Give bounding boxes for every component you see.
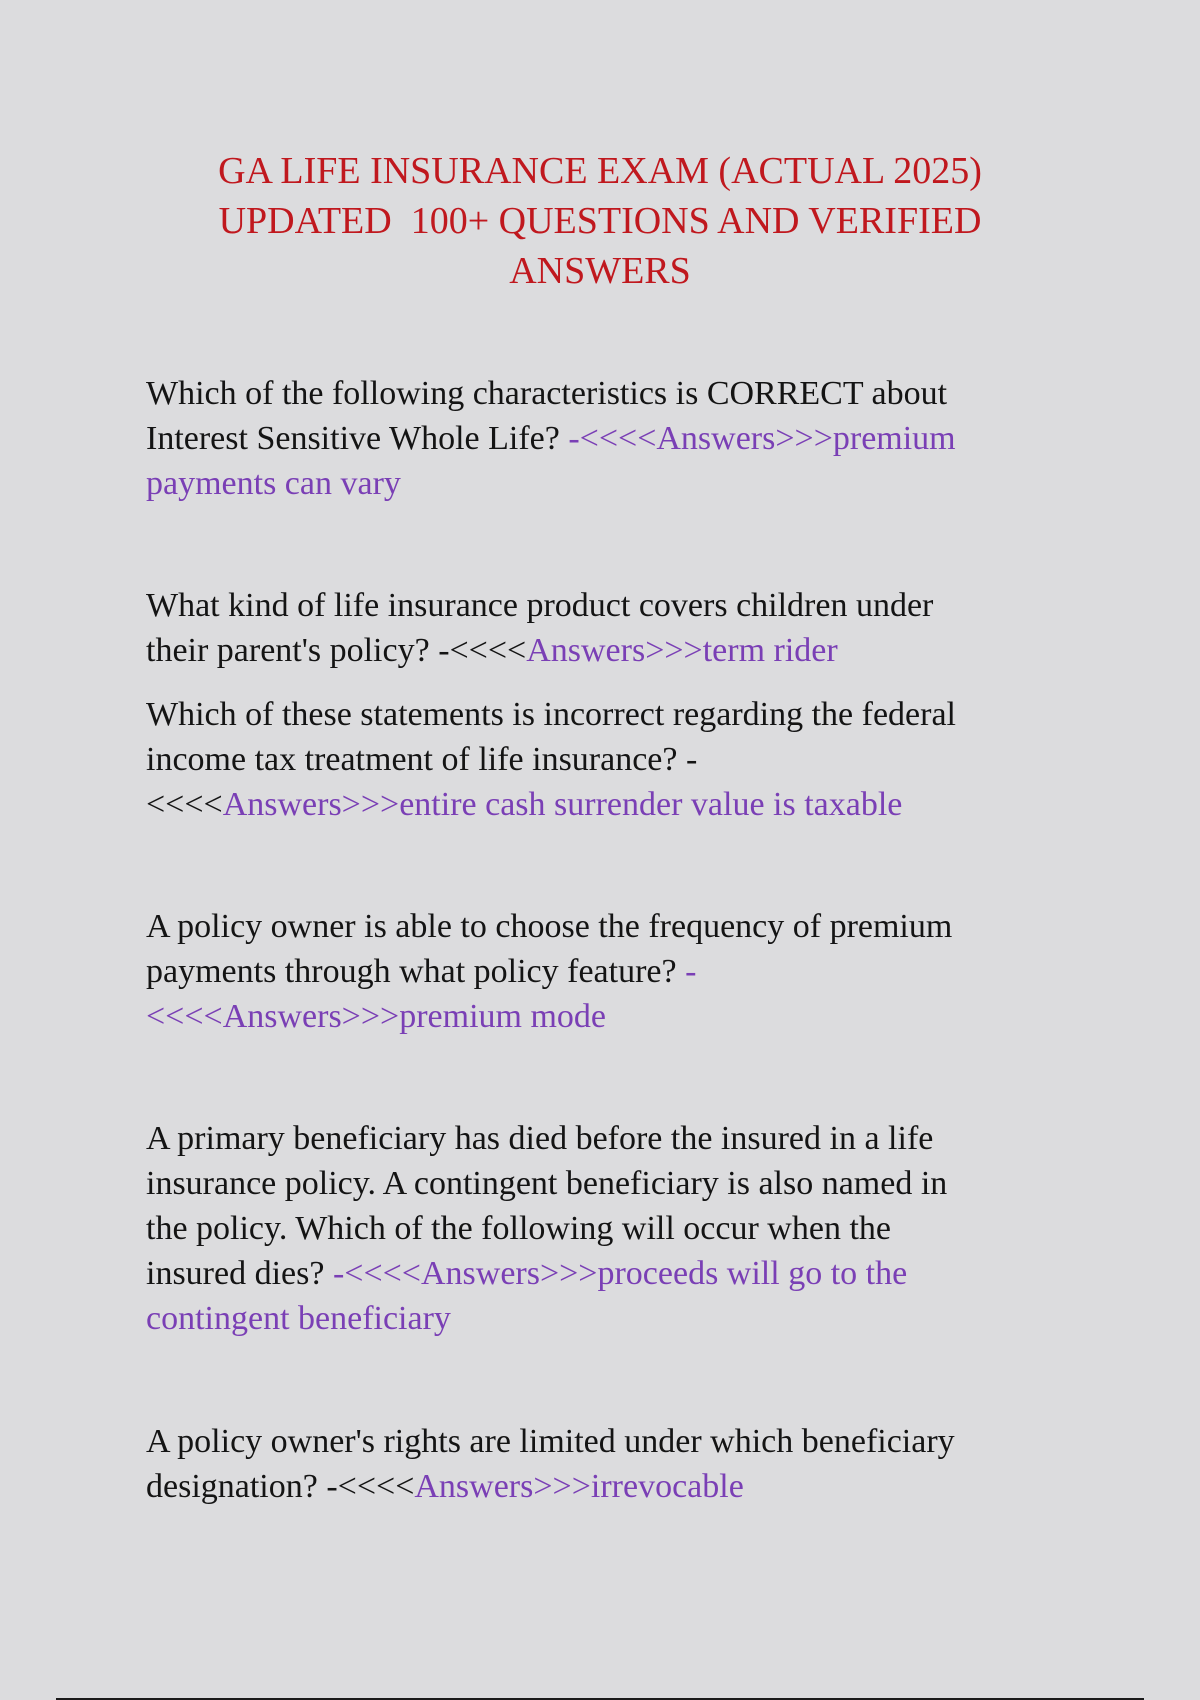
qa-item-6 <box>146 1419 1046 1509</box>
answer-text: <<<<Answers>>>premium mode <box>146 998 606 1035</box>
qa-item-2 <box>146 583 1046 673</box>
question-text: insurance policy. A contingent beneficiary is also named in <box>146 1165 948 1202</box>
question-text: A policy owner's rights are limited under which beneficiary <box>146 1423 955 1460</box>
answer-text: Answers>>>entire cash surrender value is taxable <box>222 786 903 823</box>
question-text: designation? -<<<< <box>146 1468 415 1505</box>
answer-text: Answers>>>irrevocable <box>414 1468 744 1505</box>
question-text: the policy. Which of the following will occur when the <box>146 1210 891 1247</box>
question-text: insured dies? <box>146 1255 333 1292</box>
qa-line <box>146 416 1046 461</box>
qa-line <box>146 1251 1046 1296</box>
qa-line <box>146 1419 1046 1464</box>
answer-text: - <box>685 953 697 990</box>
answer-text: -<<<<Answers>>>premium <box>568 420 956 457</box>
question-text: Which of these statements is incorrect regarding the federal <box>146 696 956 733</box>
answer-text: -<<<<Answers>>>proceeds will go to the <box>332 1255 908 1292</box>
qa-line <box>146 1296 1046 1341</box>
qa-line <box>146 461 1046 506</box>
question-text: A primary beneficiary has died before the insured in a life <box>146 1120 934 1157</box>
question-text: income tax treatment of life insurance? - <box>146 741 698 778</box>
question-text: What kind of life insurance product covers children under <box>146 587 934 624</box>
qa-line <box>146 782 1046 827</box>
qa-item-4 <box>146 904 1046 1039</box>
qa-line <box>146 583 1046 628</box>
title-line-2: UPDATED 100+ QUESTIONS AND VERIFIED <box>218 200 982 242</box>
qa-line <box>146 737 1046 782</box>
qa-line <box>146 1206 1046 1251</box>
qa-line <box>146 1464 1046 1509</box>
qa-line <box>146 949 1046 994</box>
qa-line <box>146 1116 1046 1161</box>
question-text: Interest Sensitive Whole Life? <box>146 420 569 457</box>
title-line-3: ANSWERS <box>509 250 691 292</box>
answer-text: contingent beneficiary <box>146 1300 451 1337</box>
qa-item-3 <box>146 692 1046 827</box>
title-line-1: GA LIFE INSURANCE EXAM (ACTUAL 2025) <box>218 150 982 192</box>
qa-item-5 <box>146 1116 1046 1341</box>
qa-line <box>146 628 1046 673</box>
qa-item-1 <box>146 371 1046 506</box>
question-text: Which of the following characteristics is CORRECT about <box>146 375 948 412</box>
qa-line <box>146 692 1046 737</box>
question-text: their parent's policy? -<<<< <box>146 632 527 669</box>
qa-line <box>146 371 1046 416</box>
qa-line <box>146 904 1046 949</box>
document-title <box>150 146 1050 296</box>
answer-text: Answers>>>term rider <box>526 632 838 669</box>
question-text: payments through what policy feature? <box>146 953 686 990</box>
question-text: A policy owner is able to choose the frequency of premium <box>146 908 953 945</box>
qa-line <box>146 1161 1046 1206</box>
question-text: <<<< <box>146 786 223 823</box>
answer-text: payments can vary <box>146 465 401 502</box>
qa-line <box>146 994 1046 1039</box>
